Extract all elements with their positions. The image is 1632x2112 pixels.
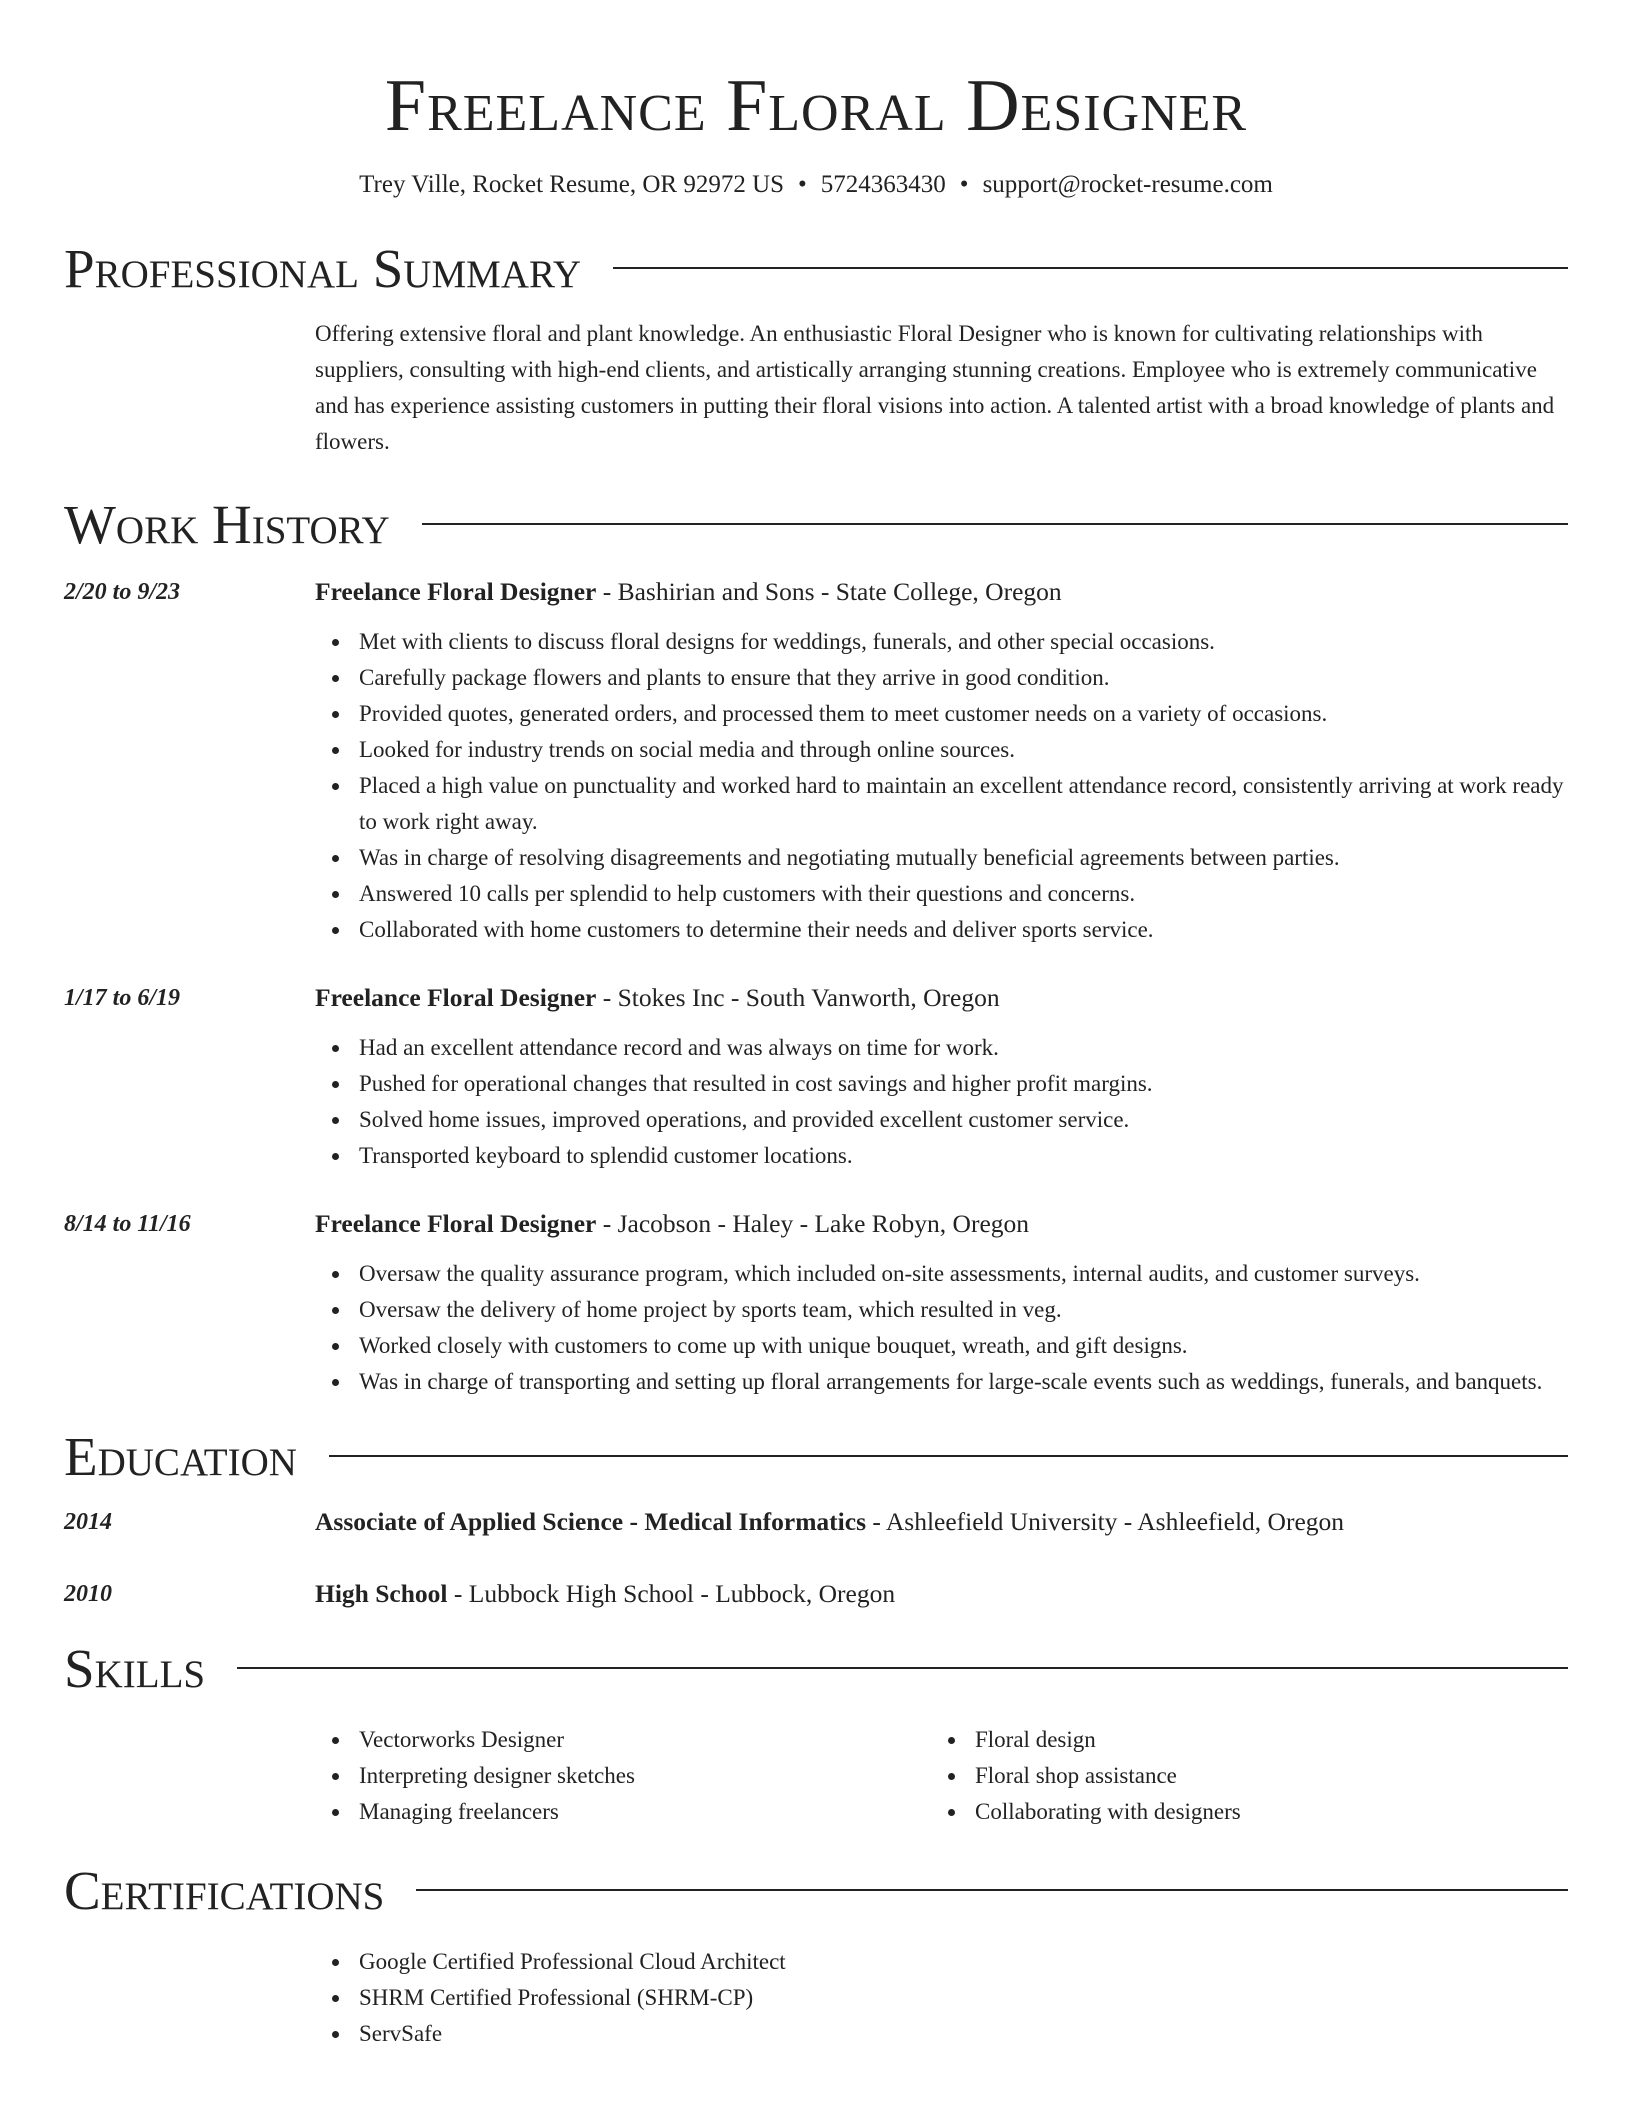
job-header: [315, 1206, 1568, 1242]
education-year: 2010: [64, 1581, 112, 1607]
list-item: Pushed for operational changes that resulted in cost savings and higher profit margins.: [315, 1066, 1568, 1102]
education-degree: High School: [315, 1579, 448, 1608]
list-item: Carefully package flowers and plants to ensure that they arrive in good condition.: [315, 660, 1568, 696]
list-item: Worked closely with customers to come up with unique bouquet, wreath, and gift designs.: [315, 1328, 1568, 1364]
summary-text: Offering extensive floral and plant knowledge. An enthusiastic Floral Designer who is known for cultivating relationships with suppliers, consulting with high-end clients, and artistically arranging stunning creations. Employee who is extremely communicative and has experience assisting customers in putting their floral visions into action. A talented artist with a broad knowledge of plants and flowers.: [315, 321, 1555, 454]
skills-column-left: [315, 1722, 931, 1830]
summary-section-title: Professional Summary: [64, 238, 582, 299]
contact-separator: •: [798, 171, 807, 198]
section-divider: [416, 1889, 1568, 1891]
certifications-section-header: [64, 1856, 1568, 1926]
section-divider: [329, 1455, 1568, 1457]
education-section-header: [64, 1422, 1568, 1492]
summary-section-header: [64, 234, 1568, 304]
job-header: [315, 574, 1568, 610]
education-header: [315, 1576, 1568, 1612]
job-bullet-list: [315, 1030, 1568, 1174]
skills-section-header: [64, 1634, 1568, 1704]
skills-section-title: Skills: [64, 1638, 206, 1699]
skills-column-right: [931, 1722, 1547, 1830]
education-details: - Lubbock High School - Lubbock, Oregon: [447, 1579, 896, 1608]
job-details: - Jacobson - Haley - Lake Robyn, Oregon: [596, 1209, 1030, 1238]
education-details: - Ashleefield University - Ashleefield, Oregon: [866, 1507, 1345, 1536]
education-section-title: Education: [64, 1426, 297, 1487]
skill-item: Managing freelancers: [315, 1794, 931, 1830]
work-section-title: Work History: [64, 494, 390, 555]
contact-email: support@rocket-resume.com: [982, 171, 1273, 198]
contact-phone: 5724363430: [820, 171, 946, 198]
job-role: Freelance Floral Designer: [315, 983, 597, 1012]
skill-item: Floral design: [931, 1722, 1547, 1758]
list-item: Placed a high value on punctuality and worked hard to maintain an excellent attendance record, consistently arriving at work ready to work right away.: [315, 768, 1568, 840]
list-item: Oversaw the delivery of home project by sports team, which resulted in veg.: [315, 1292, 1568, 1328]
section-divider: [422, 523, 1568, 525]
education-entry: [64, 1504, 1568, 1540]
skill-item: Interpreting designer sketches: [315, 1758, 931, 1794]
skill-item: Collaborating with designers: [931, 1794, 1547, 1830]
job-entry: [64, 1206, 1568, 1400]
certifications-list: [315, 1944, 1568, 2052]
job-role: Freelance Floral Designer: [315, 577, 597, 606]
job-role: Freelance Floral Designer: [315, 1209, 597, 1238]
contact-line: [64, 168, 1568, 202]
section-divider: [613, 267, 1568, 269]
list-item: Solved home issues, improved operations, and provided excellent customer service.: [315, 1102, 1568, 1138]
education-year: 2014: [64, 1509, 112, 1535]
job-dates: 1/17 to 6/19: [64, 985, 181, 1011]
job-dates: 2/20 to 9/23: [64, 579, 181, 605]
list-item: Transported keyboard to splendid customer locations.: [315, 1138, 1568, 1174]
list-item: Had an excellent attendance record and was always on time for work.: [315, 1030, 1568, 1066]
education-header: [315, 1504, 1568, 1540]
skills-list: [315, 1722, 1568, 1830]
list-item: Provided quotes, generated orders, and processed them to meet customer needs on a variety of occasions.: [315, 696, 1568, 732]
resume-title: Freelance Floral Designer: [384, 65, 1248, 147]
list-item: Answered 10 calls per splendid to help customers with their questions and concerns.: [315, 876, 1568, 912]
list-item: Was in charge of transporting and setting up floral arrangements for large-scale events such as weddings, funerals, and banquets.: [315, 1364, 1568, 1400]
work-section-header: [64, 490, 1568, 560]
list-item: Collaborated with home customers to determine their needs and deliver sports service.: [315, 912, 1568, 948]
list-item: Oversaw the quality assurance program, which included on-site assessments, internal audits, and customer surveys.: [315, 1256, 1568, 1292]
job-header: [315, 980, 1568, 1016]
job-bullet-list: [315, 624, 1568, 948]
list-item: Looked for industry trends on social media and through online sources.: [315, 732, 1568, 768]
skill-item: Floral shop assistance: [931, 1758, 1547, 1794]
list-item: Was in charge of resolving disagreements and negotiating mutually beneficial agreements between parties.: [315, 840, 1568, 876]
education-degree: Associate of Applied Science - Medical Informatics: [315, 1507, 867, 1536]
job-entry: [64, 574, 1568, 948]
section-divider: [237, 1667, 1568, 1669]
certification-item: Google Certified Professional Cloud Architect: [315, 1944, 1568, 1980]
job-dates: 8/14 to 11/16: [64, 1211, 191, 1237]
certifications-section-title: Certifications: [64, 1860, 385, 1921]
list-item: Met with clients to discuss floral designs for weddings, funerals, and other special occasions.: [315, 624, 1568, 660]
job-entry: [64, 980, 1568, 1174]
education-entry: [64, 1576, 1568, 1612]
job-bullet-list: [315, 1256, 1568, 1400]
job-details: - Bashirian and Sons - State College, Oregon: [596, 577, 1062, 606]
contact-separator: •: [959, 171, 969, 198]
contact-address: Trey Ville, Rocket Resume, OR 92972 US: [359, 171, 785, 198]
skill-item: Vectorworks Designer: [315, 1722, 931, 1758]
job-details: - Stokes Inc - South Vanworth, Oregon: [596, 983, 1000, 1012]
certification-item: ServSafe: [315, 2016, 1568, 2052]
resume-page: [64, 0, 1568, 2052]
certification-item: SHRM Certified Professional (SHRM-CP): [315, 1980, 1568, 2016]
